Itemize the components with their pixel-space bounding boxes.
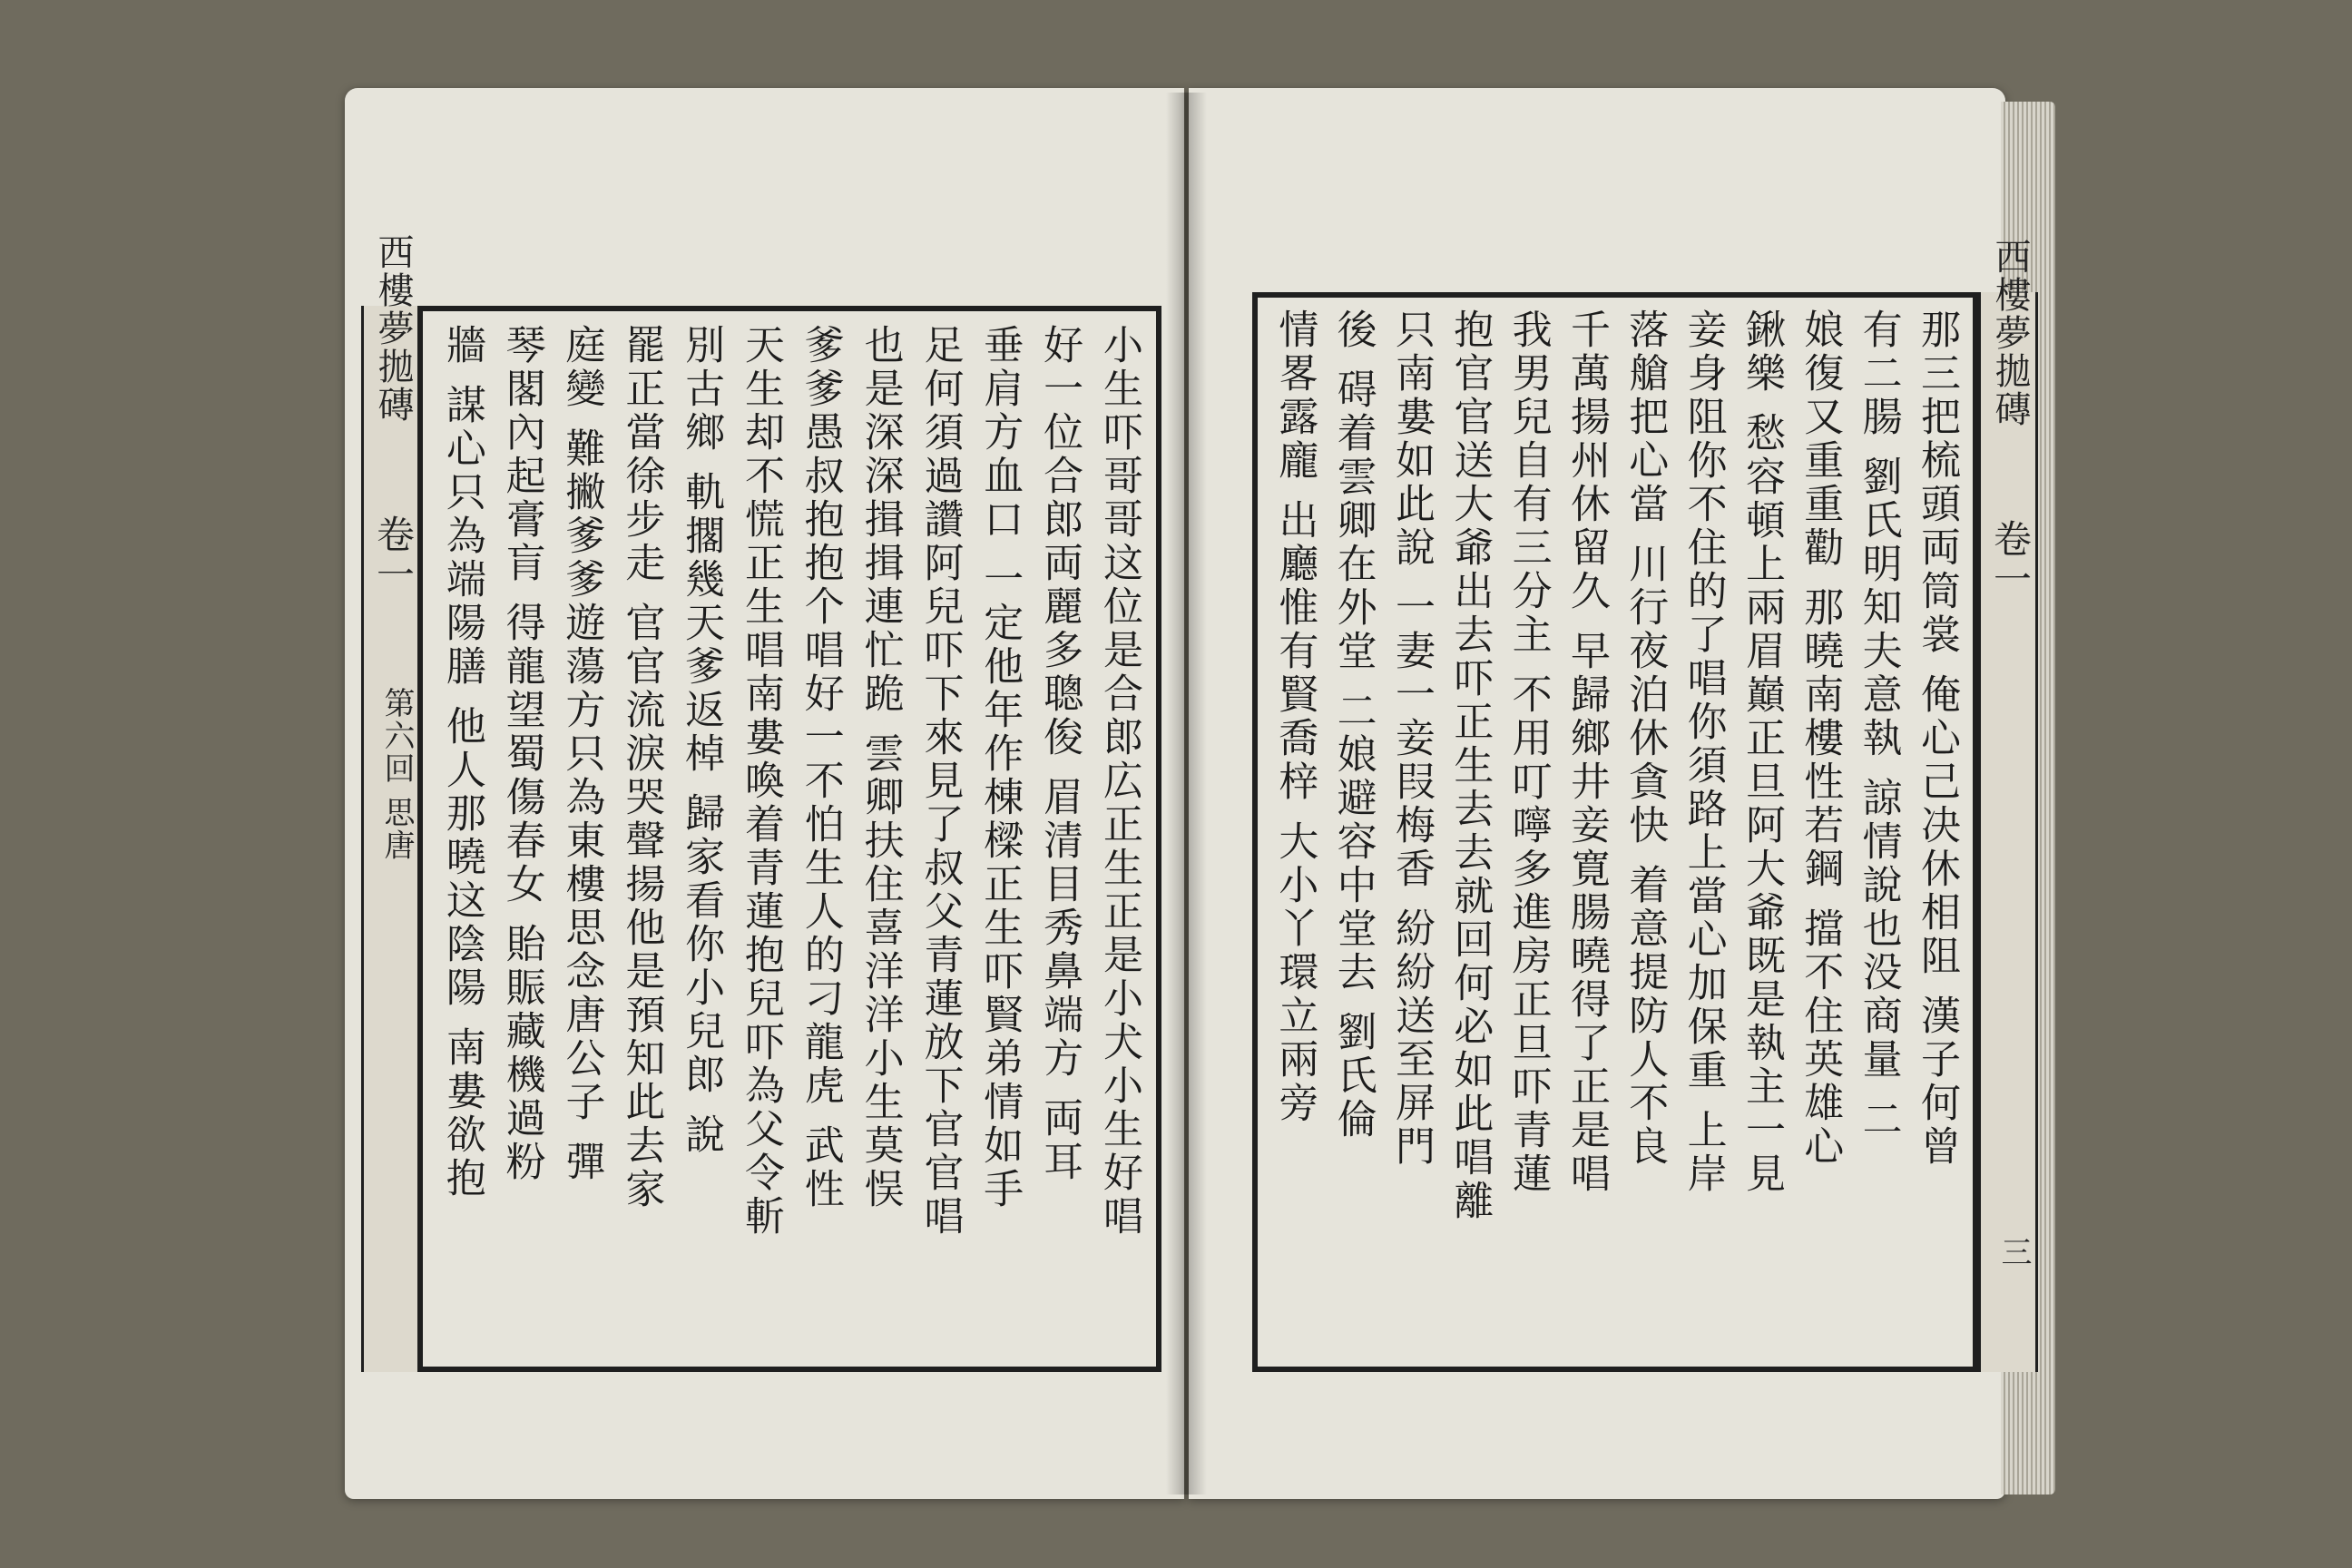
open-book: [345, 74, 2069, 1517]
left-column-2: 好一位合郎両麗多聰俊 眉清目秀鼻端方 両耳: [1036, 324, 1083, 1184]
left-column-10: 庭變 難撇爹爹遊蕩方只為東樓思念唐公子 彈: [558, 324, 605, 1184]
left-column-11: 琴閣內起膏肓 得龍望蜀傷春女 貽賑藏機過粉: [498, 324, 545, 1184]
right-column-8: 我男兒自有三分主 不用叮嚀多進房正旦吓青蓮: [1504, 309, 1552, 1196]
right-text-columns: [1266, 309, 1966, 1361]
left-column-3: 垂肩方血口 一定他年作棟樑正生吓賢弟情如手: [976, 324, 1024, 1211]
right-volume-label: 卷一: [1988, 519, 2033, 599]
right-banner-title: 西樓夢拋磚: [1989, 238, 2031, 428]
right-margin-banner: [1978, 238, 2038, 1372]
left-chapter-label: 第六回 思唐: [378, 687, 415, 862]
left-column-1: 小生吓哥哥这位是合郎広正生正是小犬小生好唱: [1095, 324, 1142, 1239]
right-column-7: 千萬揚州休留久 早歸鄉井妾寛腸曉得了正是唱: [1563, 309, 1610, 1196]
right-column-5: 妾身阻你不住的了唱你須路上當心加保重 上岸: [1680, 309, 1727, 1196]
right-column-12: 情畧露龐 出廳惟有賢喬梓 大小丫環立兩旁: [1271, 309, 1318, 1125]
right-column-10: 只南婁如此說 一妻一妾叚梅香 紛紛送至屏門: [1387, 309, 1435, 1169]
book-gutter: [1166, 93, 1207, 1494]
right-column-4: 鍬樂 愁容頓上兩眉巔正旦阿大爺既是執主一見: [1738, 309, 1785, 1196]
right-column-6: 落艙把心當 川行夜泊休貪快 着意提防人不良: [1622, 309, 1669, 1169]
right-column-9: 抱官官送大爺出去吓正生去去就回何必如此唱離: [1446, 309, 1494, 1223]
left-banner-title: 西樓夢拋磚: [372, 233, 414, 424]
right-column-3: 娘復又重重勸 那曉南樓性若鋼 擋不住英雄心: [1797, 309, 1844, 1169]
left-column-12: 牆 謀心只為端陽膳 他人那曉这陰陽 南婁欲抱: [438, 324, 485, 1200]
right-column-11: 後 碍着雲卿在外堂 二娘避容中堂去 劉氏倫: [1329, 309, 1377, 1142]
right-column-2: 有二腸 劉氏明知夫意執 諒情說也没商量 二: [1855, 309, 1902, 1142]
left-margin-banner: [361, 233, 423, 1372]
right-leaf-number: 三: [1995, 1236, 2032, 1269]
left-column-9: 罷正當徐步走 官官流淚哭聲揚他是預知此去家: [618, 324, 665, 1211]
left-column-4: 足何須過讚阿兒吓下來見了叔父青蓮放下官官唱: [916, 324, 964, 1239]
left-column-5: 也是深深揖揖連忙跪 雲卿扶住喜洋洋小生莫悮: [857, 324, 904, 1211]
left-column-8: 別古鄉 軌擱幾天爹返棹 歸家看你小兒郎 說: [678, 324, 725, 1157]
left-text-columns: [432, 324, 1149, 1358]
left-column-7: 天生却不慌正生唱南婁喚着青蓮抱兒吓為父令斬: [737, 324, 784, 1239]
left-volume-label: 卷一: [371, 514, 416, 594]
right-column-1: 那三把梳頭両筒裳 俺心己决休相阻 漢子何曾: [1913, 309, 1960, 1169]
left-column-6: 爹爹愚叔抱抱个唱好一不怕生人的刁龍虎 武性: [797, 324, 844, 1211]
